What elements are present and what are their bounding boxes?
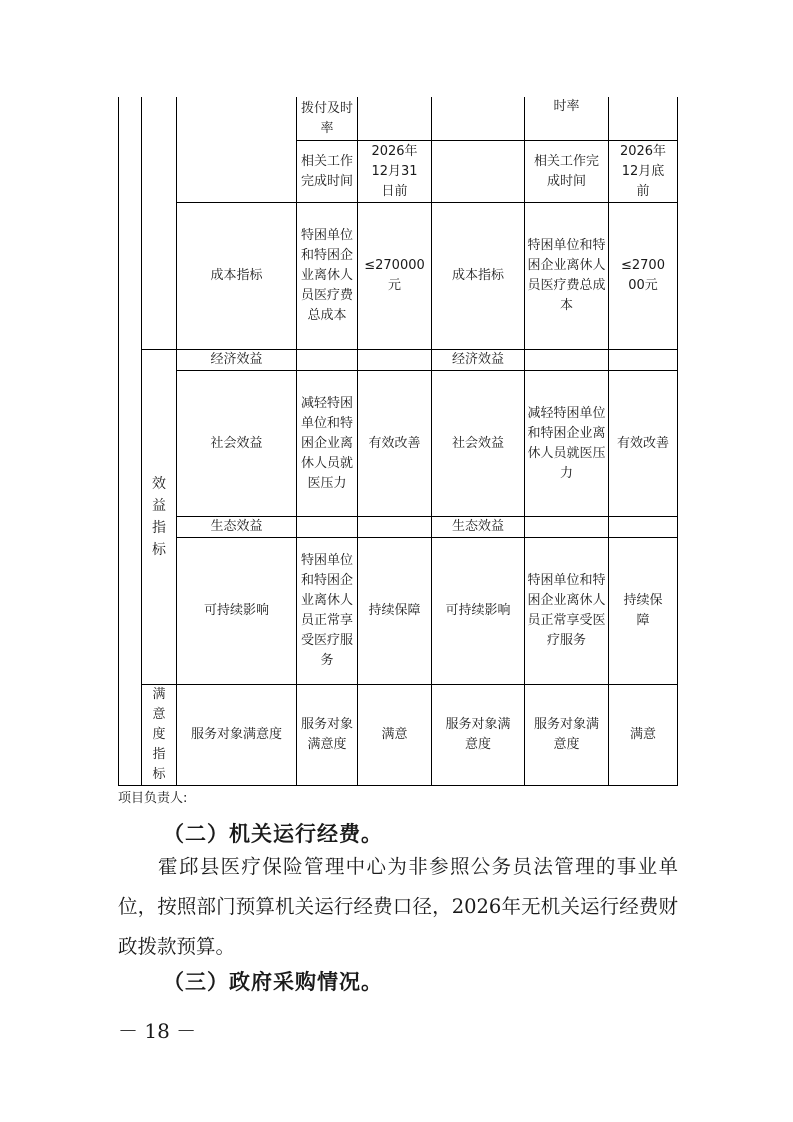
section2-paragraph: 霍邱县医疗保险管理中心为非参照公务员法管理的事业单位，按照部门预算机关运行经费口径，2026年无机关运行经费财政拨款预算。: [118, 855, 678, 958]
cell-detail-r2: 特困单位和特困企业离休人员医疗费总成本: [300, 228, 353, 323]
cell-value2-r1: 2026年12月底前: [619, 143, 667, 199]
cell-value-r6: 持续保障: [368, 603, 421, 618]
page-number: － 18 －: [118, 1019, 197, 1043]
cell-detail2-r0: 时率: [553, 99, 580, 114]
cell-value-r1: 2026年12月31日前: [371, 143, 418, 199]
cell-detail2-r7: 服务对象满意度: [533, 717, 599, 752]
cell-indicator2-r3: 经济效益: [451, 352, 504, 367]
cell-detail2-r4: 减轻特困单位和特困企业离休人员就医压力: [527, 405, 606, 481]
cell-value2-r2: ≤270000元: [621, 258, 665, 293]
cell-detail-r0: 拨付及时率: [300, 100, 353, 136]
cell-indicator-r4: 社会效益: [210, 435, 263, 451]
cell-indicator-r5: 生态效益: [210, 519, 263, 534]
cell-category-benefit: 效益指标: [152, 476, 166, 558]
cell-detail2-r1: 相关工作完成时间: [533, 153, 599, 189]
cell-detail-r7: 服务对象满意度: [300, 717, 353, 752]
cell-value2-r4: 有效改善: [617, 435, 670, 451]
section3-heading: （三）政府采购情况。: [163, 969, 383, 994]
cell-detail-r4: 减轻特困单位和特困企业离休人员就医压力: [300, 395, 353, 491]
cell-value2-r7: 满意: [629, 727, 656, 742]
cell-indicator-r2: 成本指标: [210, 268, 263, 283]
cell-detail-r6: 特困单位和特困企业离休人员正常享受医疗服务: [300, 553, 353, 668]
cell-indicator2-r2: 成本指标: [451, 268, 504, 283]
cell-detail2-r6: 特困单位和特困企业离休人员正常享受医疗服务: [527, 573, 606, 648]
cell-indicator-r7: 服务对象满意度: [190, 727, 282, 742]
cell-indicator2-r4: 社会效益: [451, 435, 504, 451]
cell-detail2-r2: 特困单位和特困企业离休人员医疗费总成本: [527, 238, 606, 313]
cell-indicator2-r7: 服务对象满意度: [445, 717, 511, 752]
cell-value2-r6: 持续保障: [623, 593, 663, 628]
cell-indicator2-r5: 生态效益: [451, 519, 504, 534]
cell-indicator-r6: 可持续影响: [203, 603, 269, 618]
cell-value-r7: 满意: [381, 727, 408, 742]
project-leader-note: 项目负责人:: [118, 791, 188, 806]
cell-indicator-r3: 经济效益: [210, 352, 263, 367]
section2-heading: （二）机关运行经费。: [163, 821, 383, 846]
cell-category-satisfaction: 满意度指标: [152, 687, 166, 782]
cell-value-r2: ≤270000元: [364, 258, 425, 293]
cell-detail-r1: 相关工作完成时间: [300, 153, 353, 189]
cell-value-r4: 有效改善: [368, 435, 421, 451]
cell-indicator2-r6: 可持续影响: [445, 603, 511, 618]
